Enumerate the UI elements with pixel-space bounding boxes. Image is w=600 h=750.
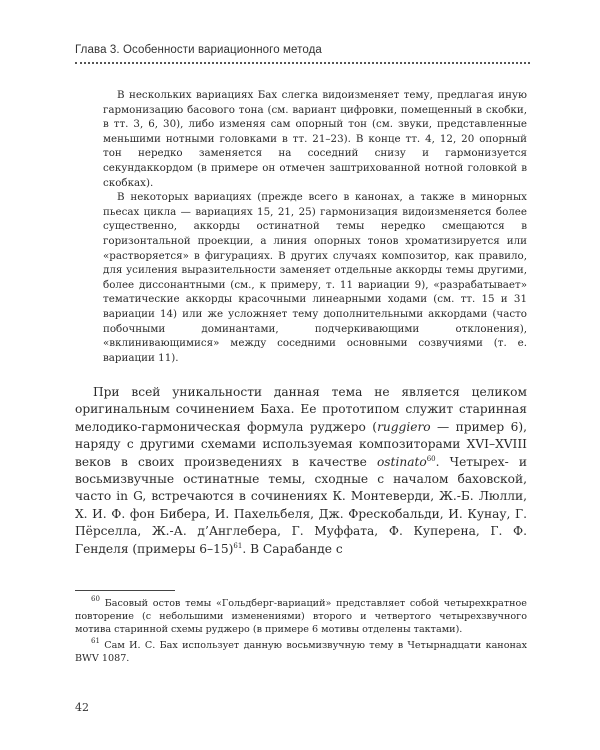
ruggiero-term: ruggiero [377,419,431,434]
main-paragraph [75,384,527,558]
ostinato-term: ostinato [376,454,427,469]
footnote-text: Басовый остов темы «Гольдберг-вариаций» представляет собой четырехкратное повторение (с небольшими изменениями) второго и четвертого четырехзвучного мотива старинной схемы руджеро (в примере 6 мотивы отделены тактами). [75,598,527,636]
page-number: 42 [75,701,89,714]
footnote-ref-60[interactable]: 60 [426,454,436,463]
footnote-60 [75,597,527,637]
main-text-part: . В Сарабанде с [242,541,343,556]
main-text-part: — пример 6), наряду с другими схемами используемая композиторами XVI–XVIII веков в своих произведениях в качестве [75,419,527,469]
main-text-part: . Четырех- и восьмизвучные остинатные темы, сходные с началом баховской, часто in G, встречаются в сочинениях К. Монтеверди, Ж.-Б. Люлли, Х. И. Ф. фон Бибера, И. Пахельбеля, Дж. Фрескобальди, И. Кунау, Г. Пёрселла, Ж.-А. д’Англебера, Г. Муффата, Ф. Куперена, Г. Ф. Генделя (примеры 6–15) [75,454,527,556]
footnote-number: 61 [91,636,100,645]
small-paragraph: В некоторых вариациях (прежде всего в канонах, а также в минорных пьесах цикла — вариациях 15, 21, 25) гармонизация видоизменяется более существенно, аккорды остинатной темы нередко смещаются в горизонтальной проекции, а линия опорных тонов хроматизируется или «растворяется» в фигурациях. В других случаях композитор, как правило, для усиления выразительности заменяет отдельные аккорды темы другими, более диссонантными (см., к примеру, т. 11 вариации 9), «разрабатывает» тематические аккорды красочными линеарными ходами (см. тт. 15 и 31 вариации 14) или же усложняет тему дополнительными аккордами (часто побочными доминантами, подчеркивающими отклонения), «вклинивающимися» между соседними основными созвучиями (т. е. вариации 11). [103,191,527,364]
small-paragraph: В нескольких вариациях Бах слегка видоизменяет тему, предлагая иную гармонизацию басового тона (см. вариант цифровки, помещенный в скобки, в тт. 3, 6, 30), либо изменяя сам опорный тон (см. звуки, представленные меньшими нотными головками в тт. 21–23). В конце тт. 4, 12, 20 опорный тон нередко заменяется на соседний снизу и гармонизуется секундаккордом (в примере он отмечен заштрихованной нотной головкой в скобках). [103,89,527,189]
footnote-ref-61[interactable]: 61 [233,541,243,550]
footnote-text: Сам И. С. Бах использует данную восьмизвучную тему в Четырнадцати канонах BWV 1087. [75,639,527,664]
header-dotted-rule [75,62,530,64]
small-print-block [103,88,527,365]
footnote-61 [75,636,527,665]
main-text-part: При всей уникальности данная тема не является целиком оригинальным сочинением Баха. Ее прототипом служит старинная мелодико-гармоническая формула руджеро ( [75,385,527,434]
footnotes [75,597,527,667]
running-header: Глава 3. Особенности вариационного метода [75,44,322,56]
footnote-number: 60 [91,595,100,603]
main-text-block [75,384,527,558]
footnote-separator [75,590,175,591]
